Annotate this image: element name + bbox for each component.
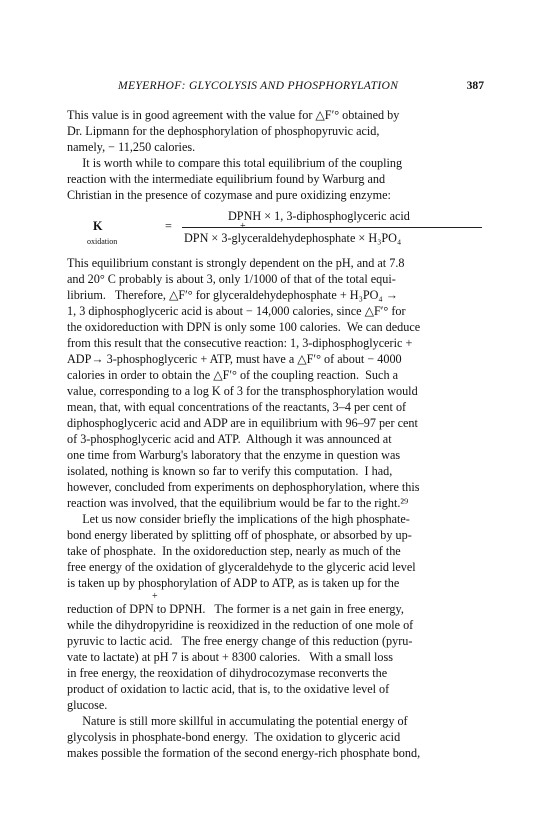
text-line: Nature is still more skillful in accumulating the potential energy of (67, 714, 408, 728)
text-line: of 3-phosphoglyceric acid and ATP. Although it was announced at (67, 432, 392, 446)
text-line: Dr. Lipmann for the dephosphorylation of phosphopyruvic acid, (67, 124, 380, 138)
text-line: one time from Warburg's laboratory that the enzyme in question was (67, 448, 401, 462)
text-line: librium. Therefore, △F′° for glyceraldehydephosphate + H₃PO₄ → (67, 288, 398, 302)
text-line: vate to lactate) at pH 7 is about + 8300 calories. With a small loss (67, 650, 394, 664)
equation-equals: = (165, 219, 172, 233)
text-line: the oxidoreduction with DPN is only some 100 calories. We can deduce (67, 320, 421, 334)
text-line: 1, 3 diphosphoglyceric acid is about − 14,000 calories, since △F′° for (67, 304, 406, 318)
text-line: makes possible the formation of the second energy-rich phosphate bond, (67, 746, 421, 760)
text-line: It is worth while to compare this total equilibrium of the coupling (67, 156, 403, 170)
plus-mark: + (152, 591, 158, 602)
text-line: bond energy liberated by splitting off of phosphate, or absorbed by up- (67, 528, 412, 542)
text-line: glycolysis in phosphate-bond energy. The oxidation to glyceric acid (67, 730, 401, 744)
text-line: free energy of the oxidation of glyceraldehyde to the glyceric acid level (67, 560, 416, 574)
text-line: reaction with the intermediate equilibrium found by Warburg and (67, 172, 386, 186)
text-line: value, corresponding to a log K of 3 for the transphosphorylation would (67, 384, 418, 398)
equation-numerator: DPNH × 1, 3-diphosphoglyceric acid (228, 209, 410, 223)
text-line: namely, − 11,250 calories. (67, 140, 196, 154)
page-number: 387 (466, 79, 484, 92)
text-line: mean, that, with equal concentrations of the reactants, 3–4 per cent of (67, 400, 407, 414)
text-line: This equilibrium constant is strongly dependent on the pH, and at 7.8 (67, 256, 405, 270)
text-line: Christian in the presence of cozymase and pure oxidizing enzyme: (67, 188, 391, 202)
text-line: however, concluded from experiments on dephosphorylation, where this (67, 480, 420, 494)
text-line: from this result that the consecutive reaction: 1, 3-diphosphoglyceric + (67, 336, 413, 350)
text-line: calories in order to obtain the △F′° of the coupling reaction. Such a (67, 368, 398, 382)
text-line: pyruvic to lactic acid. The free energy change of this reduction (pyru- (67, 634, 413, 648)
text-line: Let us now consider briefly the implications of the high phosphate- (67, 512, 410, 526)
text-line: glucose. (67, 698, 108, 712)
text-line: reduction of DPN to DPNH. The former is a net gain in free energy, (67, 602, 404, 616)
equation-denominator: DPN × 3-glyceraldehydephosphate × H₃PO₄ (184, 231, 402, 245)
text-line: This value is in good agreement with the value for △F′° obtained by (67, 108, 400, 122)
equation-lhs: K (93, 219, 103, 233)
text-line: in free energy, the reoxidation of dihydrocozymase reconverts the (67, 666, 388, 680)
text-line: diphosphoglyceric acid and ADP are in equilibrium with 96–97 per cent (67, 416, 418, 430)
text-line: ADP→ 3-phosphoglyceric + ATP, must have a △F′° of about − 4000 (67, 352, 402, 366)
page-header (108, 78, 484, 94)
text-line: take of phosphate. In the oxidoreduction step, nearly as much of the (67, 544, 401, 558)
text-line: isolated, nothing is known so far to verify this computation. I had, (67, 464, 393, 478)
running-head: MEYERHOF: GLYCOLYSIS AND PHOSPHORYLATION (118, 79, 399, 92)
text-line: is taken up by phosphorylation of ADP to ATP, as is taken up for the (67, 576, 400, 590)
text-line: and 20° C probably is about 3, only 1/1000 of that of the total equi- (67, 272, 396, 286)
text-line: reaction was involved, that the equilibrium would be far to the right.²⁹ (67, 496, 409, 510)
equation-subscript: oxidation (87, 237, 118, 246)
fraction-rule (182, 227, 482, 228)
text-line: while the dihydropyridine is reoxidized in the reduction of one mole of (67, 618, 414, 632)
text-line: product of oxidation to lactic acid, that is, to the oxidative level of (67, 682, 390, 696)
